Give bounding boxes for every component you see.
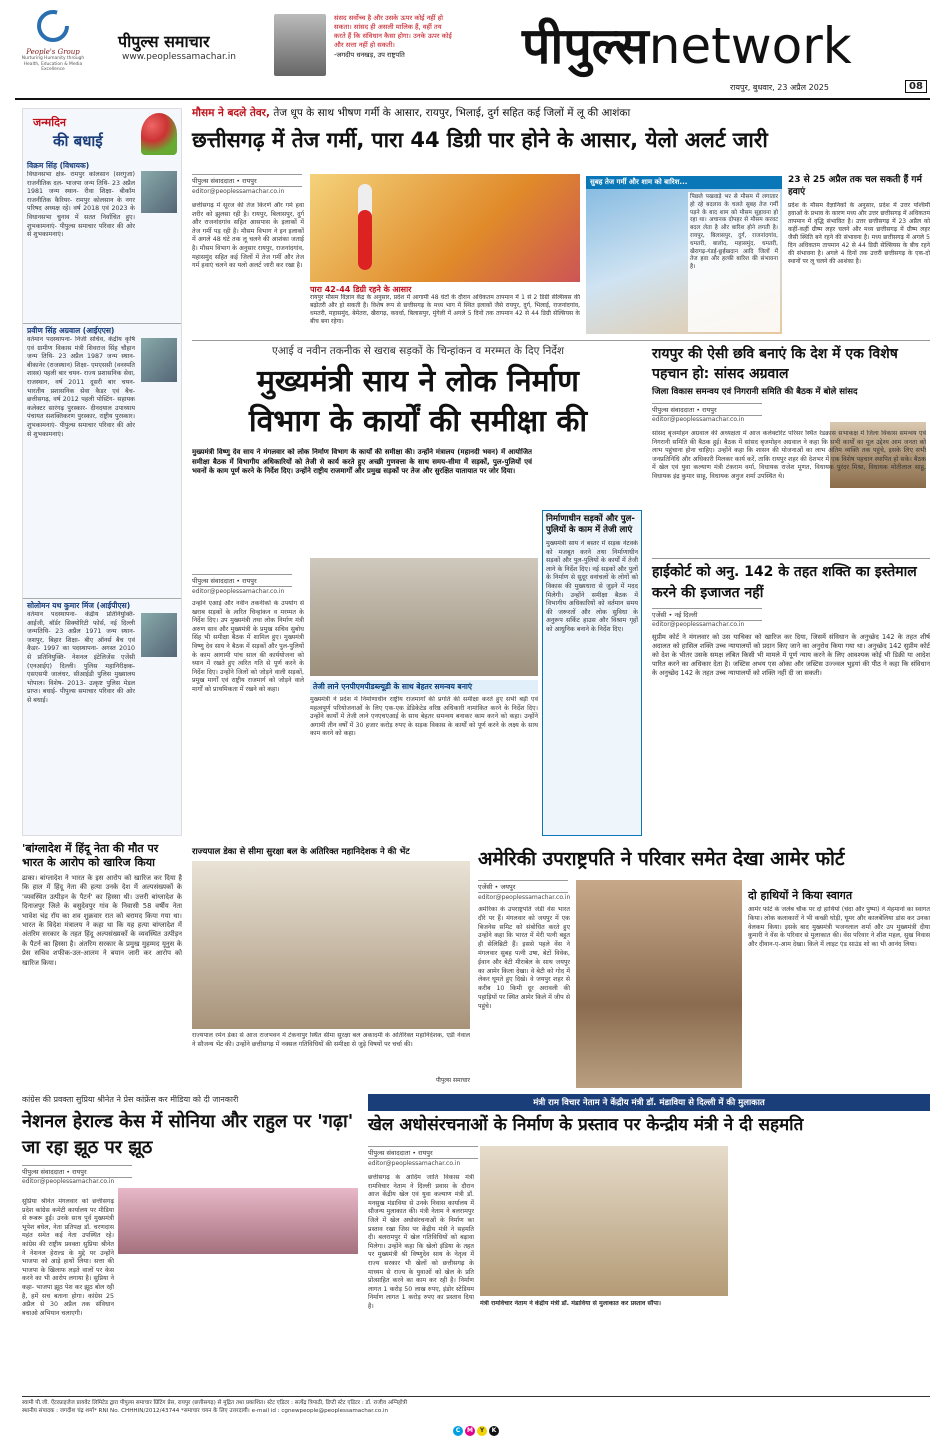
- mandaviya-photo: [480, 1146, 728, 1296]
- lead-story: [192, 106, 930, 338]
- hc-story: [652, 562, 930, 840]
- hc-email[interactable]: editor@peoplessamachar.co.in: [652, 621, 745, 628]
- person-name: सोलोमन यथ कुमार मिंज (आईपीएस): [27, 601, 131, 610]
- group-tagline: Nurturing Humanity through Health, Education & Media Excellence: [21, 56, 85, 72]
- bangladesh-body: ढाका। बांग्लादेश ने भारत के इस आरोप को खारिज कर दिया है कि हाल में हिंदू नेता की हत्या उनके देश में अल्पसंख्यकों के 'व्यवस्थित उत्पीड़न के पैटर्न' का हिस्सा थी। उत्तरी बांग्लादेश के दिनाजपुर जिले के बसुदेवपुर गांव के निवासी 58 वर्षीय नेता भावेश चंद्र रॉय का शव शुक्रवार रात को बरामद किया गया था। भारत के विदेश मंत्रालय ने कहा था कि यह हत्या बांग्लादेश में अंतरिम सरकार के तहत हिंदू अल्पसंख्यकों के व्यवस्थित उत्पीड़न के पैटर्न का हिस्सा है। अंतरिम सरकार के प्रमुख मुहम्मद यूनुस के प्रेस सचिव शफीक-उल-आलम ने बयान जारी कर आरोप को खारिज किया।: [22, 874, 182, 967]
- person-photo: [141, 613, 177, 657]
- mp-email[interactable]: editor@peoplessamachar.co.in: [652, 416, 745, 423]
- pwd-sidebox: [542, 510, 642, 836]
- temp-text: रायपुर मौसम विज्ञान केंद्र के अनुसार, प्रदेश में आगामी 48 घंटों के दौरान अधिकतम तापमान में 1 से 2 डिग्री सेल्सियस की बढ़ोतरी और हो सकती है। विशेष रूप से छत्तीसगढ़ के मध्य भाग में स्थित इलाकों जैसे रायपुर, दुर्ग, भिलाई, राजनांदगांव, धमतरी, महासमुंद, बेमेतरा, खैरागढ़, कवर्धा, बिलासपुर, मुंगेली में अगले 5 दिनों तक तापमान 42 से 44 डिग्री सेल्सियस के बीच बना रहेगा।: [310, 294, 580, 325]
- congress-photo: [118, 1188, 358, 1254]
- us-box-body: आमेर फोर्ट के जलेब चौक पर दो हाथियों (चंदा और पुष्पा) ने मेहमानों का स्वागत किया। लोक कलाकारों ने भी कच्छी घोड़ी, घूमर और कालबेलिया डांस कर उनका वेलकम किया। इसके बाद मुख्यमंत्री भजनलाल शर्मा और उप मुख्यमंत्री दीया कुमारी ने वेंस के परिवार से मुलाकात की। वेंस परिवार ने शीश महल, सुख निवास और दीवान-ए-आम देखा। किले में लाइट एंड साउंड शो का भी आनंद लिया।: [748, 906, 930, 949]
- person-photo: [141, 338, 177, 382]
- us-vp-story: [478, 846, 930, 1090]
- cmyk-y: Y: [477, 1426, 487, 1436]
- pwd-box-title: निर्माणाधीन सड़कों और पुल-पुलियों के काम में तेजी लाएं: [546, 514, 635, 535]
- footer: [22, 1396, 930, 1441]
- mandaviya-body: छत्तीसगढ़ के आदिम जाति विकास मंत्री रामविचार नेताम ने दिल्ली प्रवास के दौरान आज केंद्रीय खेल एवं युवा कल्याण मंत्री डॉ. मनसुख मंडाविया से उनके निवास कार्यालय में सौजन्य मुलाकात की। मंत्री नेताम ने बलरामपुर जिले में खेल अधोसंरचनाओं के निर्माण का प्रस्ताव रखा जिस पर केंद्रीय मंत्री ने सहमति दी। बलरामपुर में खेल गतिविधियों को बढ़ावा मिलेगा। उन्होंने कहा कि खेलो इंडिया के तहत पर मुख्यमंत्री श्री विष्णुदेव साय के नेतृत्व में राज्य सरकार भी खेलों को छत्तीसगढ़ के माध्यम से राज्य के युवाओं को खेल के प्रति प्रोत्साहित करने का काम कर रही है। निर्माण लागत 1 करोड़ 50 लाख रुपए, इंडोर स्टेडियम निर्माण लागत 1 करोड़ रुपए का प्रस्ताव दिया है।: [368, 1174, 474, 1310]
- person-photo: [141, 171, 177, 213]
- congress-byline: पीपुल्स संवाददाता • रायपुर: [22, 1165, 132, 1178]
- pwd-kicker: एआई व नवीन तकनीक से खराब सड़कों के चिन्हांकन व मरम्मत के दिए निर्देश: [271, 345, 564, 357]
- person-bio: वर्तमान पदस्थापना- केंद्रीय प्रतिनियुक्ति- आईजी, बॉर्डर सिक्योरिटी फोर्स, नई दिल्ली जन्मतिथि- 23 अप्रैल 1971 जन्म स्थान- जशपुर, बिहार शिक्षा- बीए ऑनर्स बैच एवं कैडर- 1997 का पदस्थापना- अगस्त 2010 से प्रतिनियुक्ति- नेशनल इंटेलिजेंस एजेंसी (एनआईए) दिल्ली। पुलिस महानिरीक्षक- एसएसपी जालंधर, सीआईडी पुलिस मुख्यालय भोपाल। विशेष- 2013- उत्कृष्ट पुलिस मेडल प्राप्त। बधाई- पीपुल्स समाचार परिवार की ओर से बधाई।: [27, 611, 135, 704]
- hc-byline: एजेंसी • नई दिल्ली: [652, 608, 762, 621]
- lead-side-text: प्रदेश के मौसम वैज्ञानिकों के अनुसार, प्रदेश में उत्तर पश्चिमी हवाओं के प्रभाव के कारण मध्य और उत्तर छत्तीसगढ़ में अधिकतम तापमान में वृद्धि संभावित है। उत्तर छत्तीसगढ़ में 23 अप्रैल को कहीं-कहीं ग्रीष्म लहर चलने और मध्य छत्तीसगढ़ में ग्रीष्म लहर जैसी स्थिति बने रहने की संभावना है। मध्य छत्तीसगढ़ में अगले 5 दिन अधिकतम तापमान 42 से 44 डिग्री सेल्सियस के बीच रहने की संभावना है। अगले 4 दिनों तक उत्तरी छत्तीसगढ़ के एक-दो स्थानों पर लू चलने की आशंका है।: [788, 202, 930, 265]
- congress-story: [22, 1094, 362, 1394]
- photo-caption-title: सुबह तेज गर्मी और शाम को बारिश...: [586, 176, 782, 189]
- quote-author: -जगदीप धनखड़, उप राष्ट्रपति: [334, 51, 405, 59]
- pwd-subbody: मुख्यमंत्री ने प्रदेश में निर्माणाधीन राष्ट्रीय राजमार्गों की प्रगति की समीक्षा करते हुए सभी बड़ी एवं महत्वपूर्ण परियोजनाओं के लिए एक-एक डेडिकेटेड वरिष्ठ अधिकारी नामांकित करने के निर्देश दिए। उन्होंने कार्यों में तेजी लाने एनएचएआई के साथ बेहतर समन्वय बनाकर काम करने को कहा। उन्होंने अगामी तीन वर्षों में 30 हजार करोड़ रुपए के सड़क विकास के कार्यों को पूर्ण करने के लक्ष्य के साथ काम करने को कहा।: [310, 696, 538, 738]
- pwd-box-body: मुख्यमंत्री साय ने बस्तर में सड़क नेटवर्क को मजबूत करने तथा निर्माणाधीन सड़कों और पुल-पुलियों के कार्यों में तेजी लाने के निर्देश दिए। नई सड़कों और पुलों के निर्माण से सुदूर वनांचलों के लोगों को विकास की मुख्यधारा से जुड़ने में मदद मिलेगी। उन्होंने समीक्षा बैठक में विभागीय अधिकारियों को वर्तमान समय की जरूरतों और लोक सुविधा के अनुरूप सर्किट हाउस और विश्राम गृहों को आधुनिक बनाने के निर्देश दिए।: [546, 540, 638, 633]
- us-headline: अमेरिकी उपराष्ट्रपति ने परिवार समेत देखा आमेर फोर्ट: [478, 848, 845, 870]
- mandaviya-caption: मंत्री रामविचार नेताम ने केंद्रीय मंत्री डॉ. मंडाविया से मुलाकात कर प्रस्ताव सौंपा।: [480, 1300, 661, 1307]
- lead-headline: छत्तीसगढ़ में तेज गर्मी, पारा 44 डिग्री पार होने के आसार, येलो अलर्ट जारी: [192, 128, 768, 152]
- mp-story: [652, 344, 930, 556]
- mandaviya-headline: खेल अधोसंरचनाओं के निर्माण के प्रस्ताव पर केन्द्रीय मंत्री ने दी सहमति: [368, 1115, 804, 1135]
- us-box-title: दो हाथियों ने किया स्वागत: [748, 889, 853, 902]
- mp-byline: पीपुल्स संवाददाता • रायपुर: [652, 403, 762, 416]
- hc-body: सुप्रीम कोर्ट ने मंगलवार को उस याचिका को खारिज कर दिया, जिसमें संविधान के अनुच्छेद 142 के तहत शीर्ष अदालत को हासिल शक्ति उच्च न्यायालयों को प्रदान किए जाने का अनुरोध किया गया था। अनुच्छेद 142 सुप्रीम कोर्ट को देश के भीतर उसके समक्ष लंबित किसी भी मामले में पूर्ण न्याय करने के लिए आवश्यक कोई भी डिक्री या आदेश पारित करने का अधिकार देता है। जस्टिस अभय एस ओका और जस्टिस उज्ज्वल भुइयां की पीठ ने कहा कि संविधान के अनुच्छेद 142 के तहत उच्च न्यायालयों को शक्ति नहीं दी जा सकती।: [652, 633, 930, 677]
- divider: [192, 340, 930, 341]
- lead-photo-caption: पिछले पखवाड़े भर से मौसम में लगातार हो रहे बदलाव के चलते सुबह तेज गर्मी पड़ने के बाद शाम को मौसम सुहावना हो रहा था। अचानक दोपहर से मौसम करवट बदल लेता है और बारिश होने लगती है। रायपुर, बिलासपुर, दुर्ग, राजनांदगांव, धमतरी, बालोद, महासमुंद, धमतरी, खैरागढ़-गंडई-छुईखदान आदि जिलों में तेज हवा और हल्की बारिश की संभावना है।: [688, 192, 780, 332]
- person-name: प्रवीण सिंह अग्रवाल (आईएएस): [27, 326, 115, 335]
- mandaviya-body-cont: [736, 1146, 926, 1392]
- lead-kicker-text: तेज धूप के साथ भीषण गर्मी के आसार, रायपुर, भिलाई, दुर्ग सहित कई जिलों में लू की आशंका: [273, 107, 631, 119]
- us-byline: एजेंसी • जयपुर: [478, 880, 568, 893]
- network-logo: [522, 10, 852, 78]
- birthday-person-3: [23, 598, 181, 793]
- birthday-person-2: [23, 323, 181, 598]
- pwd-subhead: तेजी लाने एनपीएमपीडब्ल्यूडी के साथ बेहतर समन्वय बनाएं: [310, 680, 538, 694]
- quote-box: [334, 14, 452, 60]
- congress-kicker: कांग्रेस की प्रवक्ता सुप्रिया श्रीनेत ने प्रेस कांफ्रेंस कर मीडिया को दी जानकारी: [22, 1095, 239, 1104]
- group-logo-icon: [35, 8, 71, 44]
- dateline: रायपुर, बुधवार, 23 अप्रैल 2025: [730, 83, 829, 92]
- flower-icon: [141, 113, 177, 155]
- network-en: network: [648, 17, 852, 75]
- cmyk-c: C: [453, 1426, 463, 1436]
- thermometer-icon: [358, 184, 372, 270]
- governor-photo: [192, 861, 470, 1029]
- governor-credit: पीपुल्स समाचार: [435, 1077, 470, 1084]
- us-photo: [576, 880, 742, 1088]
- hc-headline: हाईकोर्ट को अनु. 142 के तहत शक्ति का इस्तेमाल करने की इजाजत नहीं: [652, 564, 917, 601]
- pwd-body: उन्होंने एआई और नवीन तकनीकों के उपयोग से खराब सड़कों के त्वरित चिन्हांकन व मरम्मत के निर्देश दिए। उप मुख्यमंत्री तथा लोक निर्माण मंत्री अरुण साव और मुख्यमंत्री के प्रमुख सचिव सुबोध सिंह भी समीक्षा बैठक में शामिल हुए। मुख्यमंत्री विष्णु देव साय ने बैठक में सड़कों और पुल-पुलियों के काम आगामी पांच साल की कार्ययोजना को ध्यान में रखते हुए त्वरित गति से पूर्ण करने के निर्देश दिए। उन्होंने जिलों को जोड़ने वाली सड़कों, प्रमुख मार्गों एवं राष्ट्रीय राजमार्ग को जोड़ने वाले मार्गों को प्राथमिकता में रखने को कहा।: [192, 600, 304, 693]
- pwd-byline: पीपुल्स संवाददाता • रायपुर: [192, 574, 292, 587]
- birthday-title: की बधाई: [53, 132, 103, 150]
- network-hindi: पीपुल्स: [522, 17, 649, 75]
- birthday-column: [22, 108, 182, 836]
- paper-name: पीपुल्स समाचार: [118, 32, 210, 51]
- mandaviya-email[interactable]: editor@peoplessamachar.co.in: [368, 1160, 461, 1167]
- lead-photo-heat: [310, 174, 580, 282]
- birthday-header: [23, 109, 181, 159]
- lead-byline: पीपुल्स संवाददाता • रायपुर: [192, 174, 302, 187]
- mp-headline: रायपुर की ऐसी छवि बनाएं कि देश में एक विशेष पहचान हो: सांसद अग्रवाल: [652, 346, 898, 382]
- pwd-headline-1: मुख्यमंत्री साय ने लोक निर्माण: [256, 364, 579, 399]
- lead-kicker: [192, 106, 930, 120]
- lead-kicker-red: मौसम ने बदले तेवर,: [192, 107, 270, 119]
- congress-email[interactable]: editor@peoplessamachar.co.in: [22, 1178, 115, 1185]
- governor-caption: राज्यपाल रमेन डेका से आज राजभवन में टेकनापुर स्थित सीमा सुरक्षा बल अकादमी के अतिरिक्त महानिदेशक, एडी नेवाल ने सौजन्य भेंट की। उन्होंने छत्तीसगढ़ में नक्सल गतिविधियों की समीक्षा से जुड़े विषयों पर चर्चा की।: [192, 1032, 470, 1048]
- person-bio: वर्तमान पदस्थापना- निजी सचिव, केंद्रीय कृषि एवं ग्रामीण विकास मंत्री शिवराज सिंह चौहान जन्म तिथि- 23 अप्रैल 1987 जन्म स्थान- बीकानेर (राजस्थान) शिक्षा- एमएससी (वनस्पति शास्त्र) पहली बार चयन- राज्य प्रशासनिक सेवा, राजस्थान, वर्ष 2011 दूसरी बार चयन- भारतीय प्रशासनिक सेवा कैडर एवं बैच- छत्तीसगढ़, वर्ष 2012 पहली पोस्टिंग- सहायक कलेक्टर सारंगढ़ पुरस्कार- दीनदयाल उपाध्याय पंचायत सशक्तिकरण पुरस्कार, राष्ट्रीय पुरस्कार। शुभकामनाएं- पीपुल्स समाचार परिवार की ओर से शुभकामनाएं।: [27, 336, 135, 438]
- masthead: [0, 0, 945, 102]
- mp-subhead: जिला विकास समन्वय एवं निगरानी समिति की बैठक में बोले सांसद: [652, 387, 858, 397]
- page-number: 08: [905, 80, 927, 93]
- birthday-title-top: जन्मदिन: [33, 116, 67, 129]
- person-bio: विधानसभा क्षेत्र- रामपुर कोलसान (सरगुजा) राजनीतिक दल- भाजपा जन्म तिथि- 23 अप्रैल 1981 जन्म स्थान- रीवा शिक्षा- बीकॉम राजनीतिक कैरियर- रामपुर कोलसान के नगर परिषद अध्यक्ष रहे। वर्ष 2018 एवं 2023 के विधानसभा चुनाव में सतत निर्वाचित हुए। शुभकामनाएं- पीपुल्स समाचार परिवार की ओर से शुभकामनाएं।: [27, 171, 135, 239]
- person-name: विक्रम सिंह (विधायक): [27, 161, 90, 170]
- lead-body: छत्तीसगढ़ में सूरज की तेज किरणें और गर्म हवा शरीर को झुलसा रही है। रायपुर, बिलासपुर, दुर्ग और राजनांदगांव सहित आसपास के इलाकों में तेज गर्मी पड़ रही है। मौसम विभाग ने इन इलाकों में अगले 48 घंटे तक लू चलने की आशंका जताई है। मौसम विभाग के अनुसार रायपुर, राजनांदगांव, महासमुंद सहित कई जिलों में तेज गर्मी और तेज गर्म हवाएं चलने का यलो अलर्ट जारी कर रखा है।: [192, 202, 304, 270]
- cmyk-k: K: [489, 1426, 499, 1436]
- cmyk-marks: [22, 1417, 930, 1436]
- lead-side-title: 23 से 25 अप्रैल तक चल सकती हैं गर्म हवाएं: [788, 175, 922, 197]
- masthead-rule: [15, 98, 930, 100]
- pwd-headline-2: विभाग के कार्यों की समीक्षा की: [248, 404, 588, 439]
- bangladesh-headline: 'बांग्लादेश में हिंदू नेता की मौत पर भारत के आरोप को खारिज किया: [22, 842, 159, 869]
- bangladesh-story: [22, 842, 182, 1087]
- pwd-meeting-photo: [310, 558, 538, 676]
- us-email[interactable]: editor@peoplessamachar.co.in: [478, 894, 571, 901]
- pwd-email[interactable]: editor@peoplessamachar.co.in: [192, 588, 285, 595]
- divider: [652, 558, 930, 559]
- quote-text: संसद सर्वोच्च है और उसके ऊपर कोई नहीं हो सकता। सांसद ही असली मालिक हैं, वहीं तय करते हैं कि संविधान कैसा होगा। उनके ऊपर कोई और सत्ता नहीं हो सकती।: [334, 14, 452, 49]
- birthday-person-1: [23, 159, 181, 323]
- us-body: अमेरिका के उपराष्ट्रपति जेडी वेंस भारत दौरे पर हैं। मंगलवार को जयपुर में एक बिजनेस समिट को संबोधित करते हुए उन्होंने कहा कि भारत में मेरी पत्नी बहुत ही सेलिब्रिटी हैं। इससे पहले वेंस ने मंगलवार सुबह पत्नी उषा, बेटों विवेक, ईवान और बेटी मीराबेल के साथ जयपुर का आमेर किला देखा। वे बेटी को गोद में लेकर घूमते हुए दिखे। वे जयपुर शहर से करीब 10 किमी दूर अरावली की पहाड़ियों पर स्थित आमेर किले में जीप से पहुंचे।: [478, 906, 570, 1010]
- lead-email[interactable]: editor@peoplessamachar.co.in: [192, 188, 285, 195]
- mandaviya-story: [368, 1094, 930, 1394]
- pwd-story: [192, 344, 644, 842]
- congress-body: सुप्रिया श्रीनेत मंगलवार को छत्तीसगढ़ प्रदेश कांग्रेस कमेटी कार्यालय पर मीडिया से रूबरू हुईं। उनके साथ पूर्व मुख्यमंत्री भूपेश बघेल, नेता प्रतिपक्ष डॉ. चरणदास महंत समेत कई नेता उपस्थित रहे। कांग्रेस की राष्ट्रीय प्रवक्ता सुप्रिया श्रीनेत ने नेशनल हेराल्ड के मुद्दे पर उन्होंने भाजपा को आड़े हाथों लिया। सत्ता की भाजपा के खिलाफ लड़ते वालों पर केस करने का भी आरोप लगाया है। सुप्रिया ने कहा- भाजपा झूठ पेश कर झूठ बोल रही है, हमें सच बताना होगा। कांग्रेस 25 अप्रैल से 30 अप्रैल तक संविधान बचाओ अभियान चलाएगी।: [22, 1198, 114, 1317]
- governor-headline: राज्यपाल डेका से सीमा सुरक्षा बल के अतिरिक्त महानिदेशक ने की भेंट: [192, 847, 410, 857]
- governor-story: [192, 846, 470, 1090]
- mp-body: सांसद बृजमोहन अग्रवाल की अध्यक्षता में आज कलेक्टोरेट परिसर स्थित रेडक्रास सभाकक्ष में जिला विकास समन्वय एवं निगरानी समिति की बैठक हुई। बैठक में सांसद बृजमोहन अग्रवाल ने कहा कि सभी कार्यों का मूल उद्देश्य आम जनता को लाभ पहुंचाना होना चाहिए। उन्होंने कहा कि शासन की योजनाओं का लाभ अंतिम व्यक्ति तक पहुंचे, इसके लिए सभी जनप्रतिनिधि और अधिकारी मिलकर कार्य करें, ताकि रायपुर शहर की देशभर में एक विशेष पहचान स्थापित हो सके। बैठक में खेल एवं युवा कल्याण मंत्री टंकराम वर्मा, विधायक राजेश मूणत, विधायक पुरंदर मिश्रा, विधायक मोतीलाल साहू, विधायक इंद्र कुमार साहू, विधायक अनुज शर्मा उपस्थित थे।: [652, 430, 926, 480]
- footer-text-2: स्थानीय संपादक : जगदीश चंद्र शर्मा* RNI No. CHHHIN/2012/43744 *समाचार चयन के लिए उत्तरदायी। e-mail id : cgnewpeople@peoplessamachar.co.in: [22, 1408, 389, 1414]
- group-name: People's Group: [26, 48, 80, 56]
- mandaviya-byline: पीपुल्स संवाददाता • रायपुर: [368, 1146, 478, 1159]
- pwd-lead: मुख्यमंत्री विष्णु देव साय ने मंगलवार को लोक निर्माण विभाग के कार्यों की समीक्षा की। उन्होंने मंत्रालय (महानदी भवन) में आयोजित समीक्षा बैठक में विभागीय अधिकारियों को तेजी से कार्य करते हुए अच्छी गुणवत्ता के साथ समय-सीमा में सड़कों, पुल-पुलियों एवं भवनों के काम पूर्ण करने के निर्देश दिए। उन्होंने राष्ट्रीय राजमार्गों और प्रमुख सड़कों पर तेज और सुरक्षित यातायात पर जोर दिया।: [192, 448, 532, 476]
- vp-photo: [274, 14, 326, 76]
- paper-url[interactable]: www.peoplessamachar.in: [122, 52, 236, 62]
- cmyk-m: M: [465, 1426, 475, 1436]
- peoples-group-logo: [18, 8, 88, 88]
- footer-text: स्वामी पी.जी. ऐंटरप्राइजेज प्रायवेट लिमिटेड द्वारा पीपुल्स समाचार प्रिंटिंग प्रेस, रायपुर (छत्तीसगढ़) से मुद्रित तथा प्रकाशित। स्टेट एडिटर : सत्येंद्र त्रिपाठी, डिप्टी स्टेट एडिटर : डॉ. राजीव अग्निहोत्री: [22, 1400, 408, 1406]
- mandaviya-kicker: मंत्री राम विचार नेताम ने केंद्रीय मंत्री डॉ. मंडाविया से दिल्ली में की मुलाकात: [368, 1094, 930, 1111]
- temp-label: पारा 42-44 डिग्री रहने के आसार: [310, 285, 412, 294]
- congress-headline: नेशनल हेराल्ड केस में सोनिया और राहुल पर 'गढ़ा' जा रहा झूठ पर झूठ: [22, 1111, 354, 1158]
